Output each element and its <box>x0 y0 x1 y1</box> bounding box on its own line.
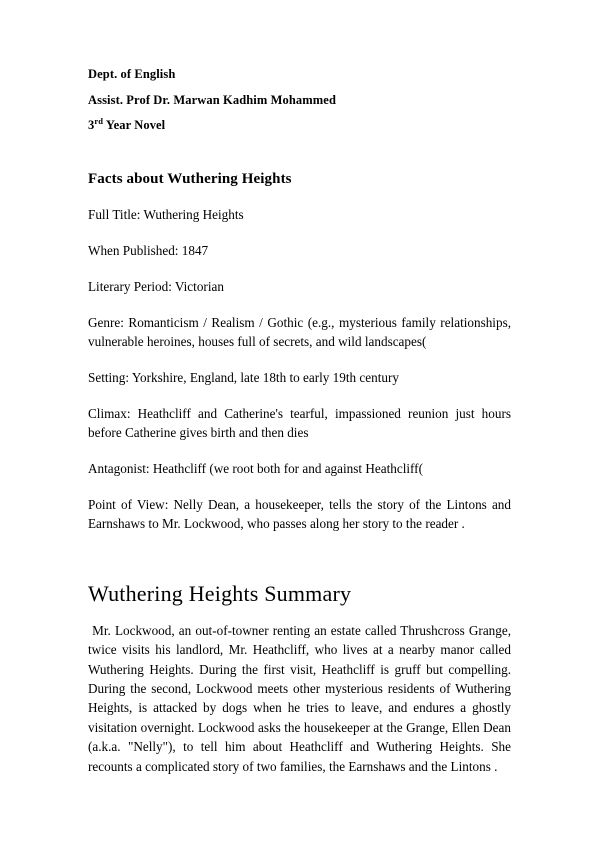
fact-full-title: Full Title: Wuthering Heights <box>88 206 244 222</box>
facts-section-heading: Facts about Wuthering Heights <box>88 170 292 187</box>
fact-antagonist: Antagonist: Heathcliff (we root both for and against Heathcliff( <box>88 460 423 476</box>
fact-when-published: When Published: 1847 <box>88 242 209 258</box>
year-number: 3 <box>88 118 95 132</box>
fact-climax: Climax: Heathcliff and Catherine's tearful, impassioned reunion just hours before Catherine gives birth and then dies <box>88 405 511 440</box>
page-content <box>88 67 515 776</box>
fact-genre: Genre: Romanticism / Realism / Gothic (e.g., mysterious family relationships, vulnerable heroines, houses full of secrets, and wild landscapes( <box>88 314 511 349</box>
summary-body-paragraph: Mr. Lockwood, an out-of-towner renting an estate called Thrushcross Grange, twice visits his landlord, Mr. Heathcliff, who lives at a nearby manor called Wuthering Heights. During the first visit, Heathcliff is gruff but compelling. During the second, Lockwood meets other mysterious residents of Wuthering Heights, is attacked by dogs when he tries to leave, and endures a ghostly visitation overnight. Lockwood asks the housekeeper at the Grange, Ellen Dean (a.k.a. "Nelly"), to tell him about Heathcliff and Wuthering Heights. She recounts a complicated story of two families, the Earnshaws and the Lintons . <box>88 622 515 774</box>
fact-point-of-view: Point of View: Nelly Dean, a housekeeper, tells the story of the Lintons and Earnshaws to Mr. Lockwood, who passes along her story to the reader . <box>88 496 511 531</box>
course-year-line <box>88 115 511 132</box>
year-rest: Year Novel <box>103 118 166 132</box>
year-ordinal-suffix: rd <box>94 115 104 126</box>
department-line: Dept. of English <box>88 67 176 81</box>
fact-setting: Setting: Yorkshire, England, late 18th to early 19th century <box>88 369 399 385</box>
instructor-line: Assist. Prof Dr. Marwan Kadhim Mohammed <box>88 92 336 107</box>
fact-literary-period: Literary Period: Victorian <box>88 278 224 294</box>
summary-section-heading: Wuthering Heights Summary <box>88 580 352 606</box>
